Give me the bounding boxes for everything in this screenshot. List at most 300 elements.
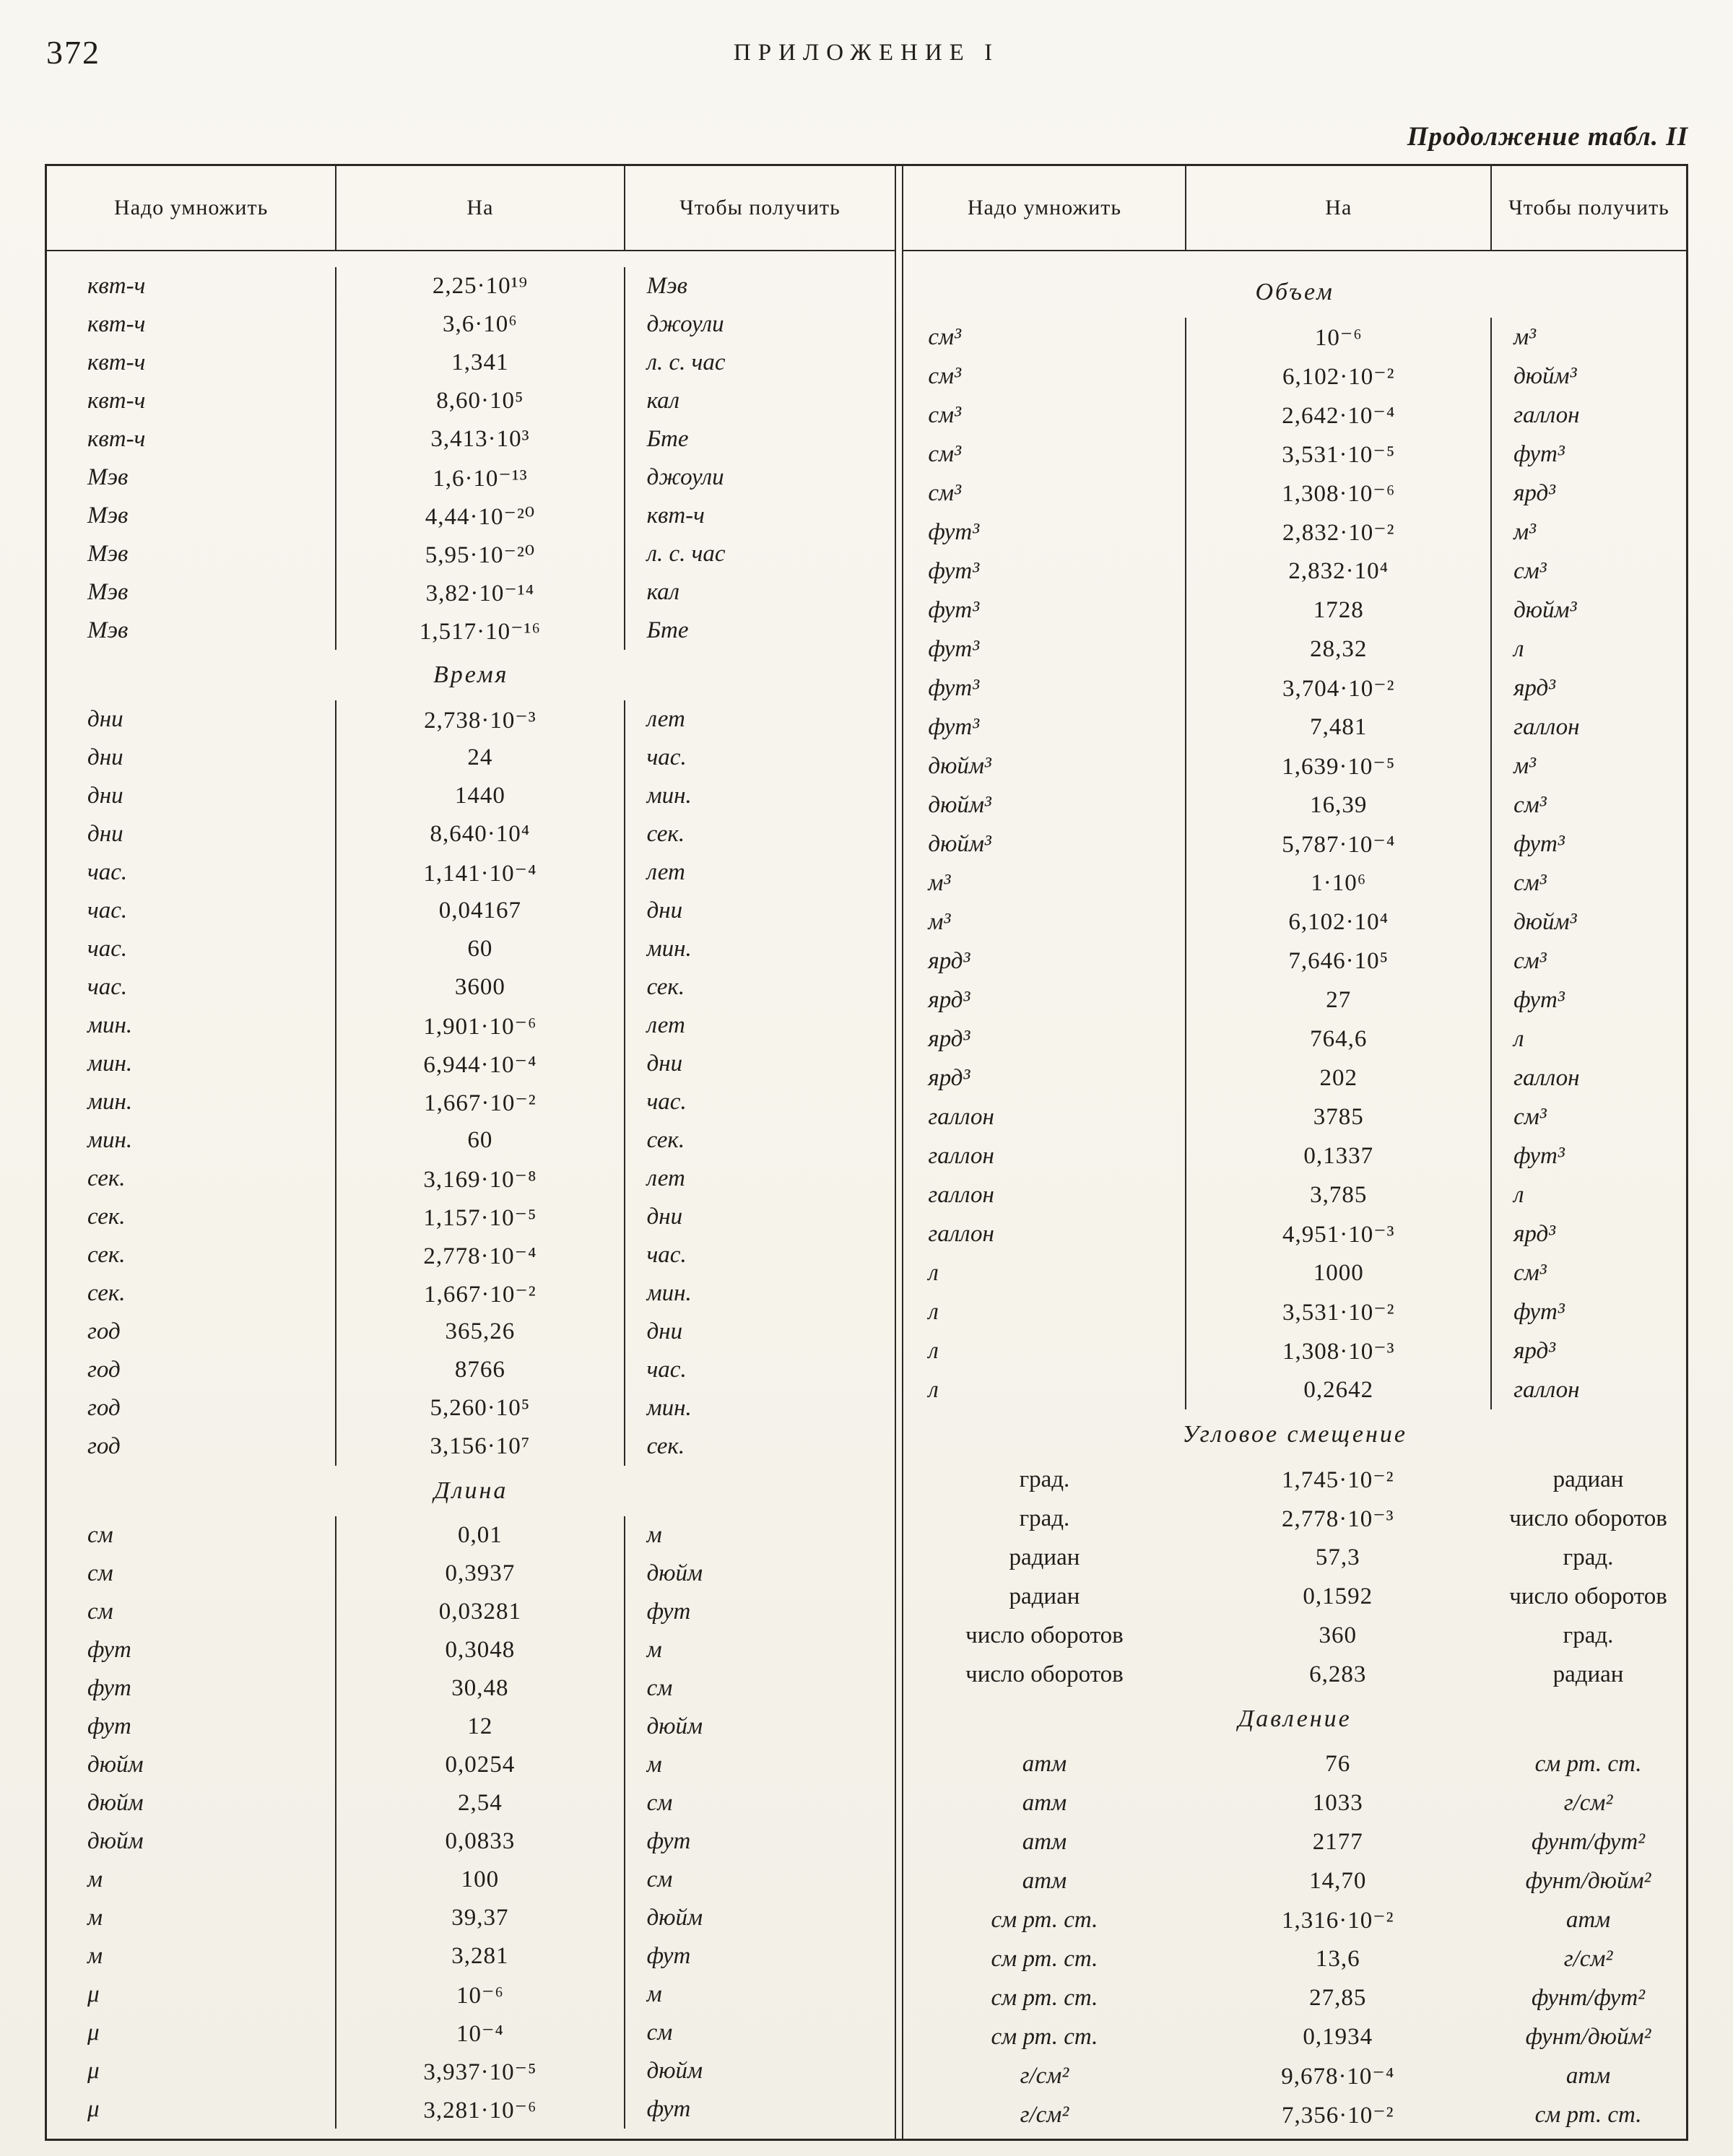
multiply-cell: мин. bbox=[87, 1089, 133, 1115]
factor-cell: 10⁻⁶ bbox=[335, 1975, 623, 2014]
table-row bbox=[47, 1593, 895, 1631]
factor-cell: 0,01 bbox=[335, 1516, 623, 1555]
result-cell: фут³ bbox=[1490, 435, 1686, 474]
result-cell: дюйм³ bbox=[1490, 591, 1686, 630]
factor-cell: 24 bbox=[335, 739, 623, 777]
multiply-cell: год bbox=[87, 1318, 121, 1344]
factor-cell: 1,667·10⁻² bbox=[335, 1274, 623, 1313]
result-cell: см³ bbox=[1490, 1097, 1686, 1136]
multiply-cell: μ bbox=[87, 2096, 100, 2122]
factor-cell: 100 bbox=[335, 1861, 623, 1899]
factor-cell: 3,6·10⁶ bbox=[335, 305, 623, 344]
factor-cell: 10⁻⁴ bbox=[335, 2014, 623, 2052]
multiply-cell: год bbox=[87, 1357, 121, 1383]
result-cell: сек. bbox=[624, 1427, 895, 1466]
table-row bbox=[47, 1708, 895, 1746]
result-cell: дюйм bbox=[624, 1899, 895, 1937]
result-cell: мин. bbox=[624, 1274, 895, 1313]
col-header-multiply: Надо умножить bbox=[114, 196, 269, 219]
factor-cell: 28,32 bbox=[1185, 630, 1490, 669]
table-row bbox=[903, 864, 1686, 903]
right-header-row bbox=[903, 166, 1686, 251]
table-row bbox=[47, 1236, 895, 1274]
table-row bbox=[903, 1292, 1686, 1331]
result-cell: мин. bbox=[624, 930, 895, 968]
result-cell: л bbox=[1490, 630, 1686, 669]
factor-cell: 2,25·10¹⁹ bbox=[335, 267, 623, 305]
factor-cell: 3,82·10⁻¹⁴ bbox=[335, 573, 623, 612]
table-row bbox=[903, 1499, 1686, 1538]
factor-cell: 0,04167 bbox=[335, 892, 623, 930]
result-cell: дни bbox=[624, 1198, 895, 1236]
table-row bbox=[903, 1097, 1686, 1136]
result-cell: число оборотов bbox=[1509, 1505, 1667, 1531]
multiply-cell: дюйм bbox=[87, 1790, 144, 1816]
factor-cell: 1,517·10⁻¹⁶ bbox=[335, 612, 623, 650]
result-cell: радиан bbox=[1552, 1466, 1624, 1492]
factor-cell: 1·10⁶ bbox=[1185, 864, 1490, 903]
table-row bbox=[47, 1822, 895, 1861]
result-cell: Мэв bbox=[624, 267, 895, 305]
multiply-cell: дни bbox=[87, 821, 123, 847]
factor-cell: 4,951·10⁻³ bbox=[1185, 1214, 1490, 1253]
multiply-cell: см³ bbox=[928, 479, 961, 506]
factor-cell: 2,738·10⁻³ bbox=[335, 700, 623, 739]
result-cell: см³ bbox=[1490, 552, 1686, 591]
multiply-cell: ярд³ bbox=[928, 986, 970, 1013]
factor-cell: 2177 bbox=[1312, 1828, 1363, 1855]
result-cell: фут bbox=[624, 2090, 895, 2129]
result-cell: л. с. час bbox=[624, 344, 895, 382]
factor-cell: 1033 bbox=[1312, 1789, 1363, 1816]
table-row bbox=[903, 1861, 1686, 1900]
multiply-cell: л bbox=[928, 1376, 939, 1403]
table-continuation: Продолжение табл. II bbox=[1407, 122, 1688, 152]
factor-cell: 2,642·10⁻⁴ bbox=[1185, 396, 1490, 435]
result-cell: см³ bbox=[1490, 864, 1686, 903]
multiply-cell: дюйм³ bbox=[928, 791, 991, 818]
col-header-multiply: Надо умножить bbox=[967, 196, 1122, 219]
table-row bbox=[903, 435, 1686, 474]
result-cell: см³ bbox=[1490, 786, 1686, 825]
factor-cell: 360 bbox=[1319, 1622, 1358, 1648]
result-cell: радиан bbox=[1552, 1661, 1624, 1687]
factor-cell: 0,1337 bbox=[1185, 1136, 1490, 1175]
factor-cell: 1,308·10⁻⁶ bbox=[1185, 474, 1490, 513]
table-row bbox=[47, 739, 895, 777]
result-cell: фут³ bbox=[1490, 1292, 1686, 1331]
table-row bbox=[47, 1274, 895, 1313]
multiply-cell: квт-ч bbox=[87, 426, 146, 452]
factor-cell: 3,937·10⁻⁵ bbox=[335, 2052, 623, 2090]
result-cell: фут³ bbox=[1490, 825, 1686, 864]
factor-cell: 6,102·10⁴ bbox=[1185, 903, 1490, 942]
result-cell: дюйм bbox=[624, 1555, 895, 1593]
factor-cell: 1,316·10⁻² bbox=[1282, 1908, 1394, 1934]
factor-cell: 1,341 bbox=[335, 344, 623, 382]
table-row bbox=[903, 1214, 1686, 1253]
multiply-cell: см рт. ст. bbox=[991, 1906, 1098, 1933]
result-cell: дни bbox=[624, 1045, 895, 1083]
result-cell: г/см² bbox=[1563, 1789, 1613, 1816]
multiply-cell: м³ bbox=[928, 908, 951, 935]
table-row bbox=[47, 1861, 895, 1899]
multiply-cell: дни bbox=[87, 706, 123, 732]
col-header-toget: Чтобы получить bbox=[624, 166, 895, 250]
table-row bbox=[903, 1616, 1686, 1655]
factor-cell: 3,413·10³ bbox=[335, 420, 623, 458]
table-row bbox=[903, 1978, 1686, 2017]
multiply-cell: число оборотов bbox=[965, 1622, 1124, 1648]
multiply-cell: фут³ bbox=[928, 713, 980, 740]
table-row bbox=[903, 1020, 1686, 1059]
factor-cell: 12 bbox=[335, 1708, 623, 1746]
table-row bbox=[903, 1175, 1686, 1214]
multiply-cell: л bbox=[928, 1259, 939, 1286]
factor-cell: 0,3937 bbox=[335, 1555, 623, 1593]
factor-cell: 365,26 bbox=[335, 1313, 623, 1351]
result-cell: см рт. ст. bbox=[1534, 1750, 1642, 1777]
factor-cell: 2,54 bbox=[335, 1784, 623, 1822]
right-table-body bbox=[903, 251, 1686, 2139]
factor-cell: 16,39 bbox=[1185, 786, 1490, 825]
table-row bbox=[47, 1045, 895, 1083]
table-left-half bbox=[47, 166, 896, 2139]
factor-cell: 3,531·10⁻⁵ bbox=[1185, 435, 1490, 474]
table-row bbox=[47, 892, 895, 930]
factor-cell: 60 bbox=[335, 930, 623, 968]
result-cell: дюйм³ bbox=[1490, 357, 1686, 396]
result-cell: дюйм bbox=[624, 2052, 895, 2090]
result-cell: фунт/фут² bbox=[1531, 1828, 1646, 1855]
result-cell: квт-ч bbox=[624, 497, 895, 535]
table-right-half bbox=[902, 166, 1686, 2139]
multiply-cell: час. bbox=[87, 897, 128, 923]
multiply-cell: фут³ bbox=[928, 635, 980, 662]
result-cell: час. bbox=[624, 739, 895, 777]
factor-cell: 76 bbox=[1325, 1750, 1351, 1777]
section-title: Объем bbox=[1255, 279, 1334, 305]
result-cell: кал bbox=[624, 382, 895, 420]
middle-double-rule-gap bbox=[896, 166, 902, 2139]
conversion-table bbox=[45, 164, 1688, 2141]
factor-cell: 27 bbox=[1185, 981, 1490, 1020]
factor-cell: 3785 bbox=[1185, 1097, 1490, 1136]
result-cell: галлон bbox=[1490, 1059, 1686, 1097]
page-number: 372 bbox=[46, 34, 100, 71]
result-cell: атм bbox=[1565, 2062, 1611, 2089]
multiply-cell: град. bbox=[1019, 1466, 1070, 1492]
result-cell: число оборотов bbox=[1509, 1583, 1667, 1609]
result-cell: лет bbox=[624, 700, 895, 739]
table-row bbox=[903, 708, 1686, 747]
factor-cell: 14,70 bbox=[1309, 1867, 1367, 1894]
result-cell: джоули bbox=[624, 458, 895, 497]
multiply-cell: м bbox=[87, 1943, 103, 1969]
multiply-cell: час. bbox=[87, 936, 128, 962]
factor-cell: 0,0254 bbox=[335, 1746, 623, 1784]
factor-cell: 0,1934 bbox=[1303, 2023, 1373, 2050]
factor-cell: 39,37 bbox=[335, 1899, 623, 1937]
table-row bbox=[903, 396, 1686, 435]
multiply-cell: фут³ bbox=[928, 674, 980, 701]
multiply-cell: галлон bbox=[928, 1142, 994, 1169]
result-cell: м³ bbox=[1490, 318, 1686, 357]
factor-cell: 5,260·10⁵ bbox=[335, 1389, 623, 1427]
factor-cell: 57,3 bbox=[1315, 1544, 1360, 1570]
table-row bbox=[47, 1313, 895, 1351]
factor-cell: 7,646·10⁵ bbox=[1185, 942, 1490, 981]
table-row bbox=[903, 357, 1686, 396]
multiply-cell: галлон bbox=[928, 1103, 994, 1130]
multiply-cell: дни bbox=[87, 783, 123, 809]
multiply-cell: μ bbox=[87, 2058, 100, 2084]
table-row bbox=[903, 1655, 1686, 1694]
multiply-cell: μ bbox=[87, 2020, 100, 2046]
table-row bbox=[47, 1555, 895, 1593]
result-cell: см рт. ст. bbox=[1534, 2101, 1642, 2128]
result-cell: ярд³ bbox=[1490, 474, 1686, 513]
table-row bbox=[47, 2052, 895, 2090]
factor-cell: 7,481 bbox=[1185, 708, 1490, 747]
factor-cell: 10⁻⁶ bbox=[1185, 318, 1490, 357]
table-row bbox=[47, 1975, 895, 2014]
multiply-cell: галлон bbox=[928, 1220, 994, 1247]
table-row bbox=[47, 420, 895, 458]
col-header-by: На bbox=[335, 166, 623, 250]
table-row bbox=[903, 1460, 1686, 1499]
multiply-cell: мин. bbox=[87, 1012, 133, 1038]
multiply-cell: дюйм³ bbox=[928, 830, 991, 857]
multiply-cell: л bbox=[928, 1337, 939, 1364]
section-title: Давление bbox=[1238, 1705, 1352, 1732]
multiply-cell: радиан bbox=[1009, 1544, 1080, 1570]
factor-cell: 3600 bbox=[335, 968, 623, 1007]
table-row bbox=[903, 1939, 1686, 1978]
col-header-toget: Чтобы получить bbox=[1490, 166, 1686, 250]
factor-cell: 1440 bbox=[335, 777, 623, 815]
result-cell: ярд³ bbox=[1490, 669, 1686, 708]
multiply-cell: м³ bbox=[928, 869, 951, 896]
left-table-body bbox=[47, 251, 895, 2139]
table-row bbox=[903, 747, 1686, 786]
multiply-cell: час. bbox=[87, 859, 128, 885]
factor-cell: 13,6 bbox=[1315, 1945, 1360, 1972]
table-row bbox=[903, 591, 1686, 630]
result-cell: сек. bbox=[624, 815, 895, 853]
table-row bbox=[903, 825, 1686, 864]
multiply-cell: град. bbox=[1019, 1505, 1070, 1531]
result-cell: ярд³ bbox=[1490, 1331, 1686, 1370]
factor-cell: 3,281 bbox=[335, 1937, 623, 1975]
table-row bbox=[47, 535, 895, 573]
factor-cell: 2,832·10⁻² bbox=[1185, 513, 1490, 552]
section-title: Длина bbox=[434, 1477, 508, 1504]
result-cell: ярд³ bbox=[1490, 1214, 1686, 1253]
result-cell: м³ bbox=[1490, 513, 1686, 552]
table-row bbox=[47, 1937, 895, 1975]
factor-cell: 8,60·10⁵ bbox=[335, 382, 623, 420]
table-row bbox=[47, 267, 895, 305]
multiply-cell: мин. bbox=[87, 1051, 133, 1077]
table-row bbox=[47, 815, 895, 853]
table-row bbox=[903, 318, 1686, 357]
table-row bbox=[903, 2095, 1686, 2134]
table-row bbox=[903, 474, 1686, 513]
table-row bbox=[903, 2017, 1686, 2056]
result-cell: сек. bbox=[624, 1121, 895, 1160]
table-row bbox=[903, 1577, 1686, 1616]
table-row bbox=[47, 777, 895, 815]
result-cell: мин. bbox=[624, 1389, 895, 1427]
result-cell: л bbox=[1490, 1020, 1686, 1059]
multiply-cell: число оборотов bbox=[965, 1661, 1124, 1687]
table-row bbox=[47, 1198, 895, 1236]
multiply-cell: фут³ bbox=[928, 518, 980, 545]
result-cell: см³ bbox=[1490, 942, 1686, 981]
table-row bbox=[47, 700, 895, 739]
factor-cell: 1,745·10⁻² bbox=[1282, 1467, 1394, 1493]
table-row bbox=[47, 1160, 895, 1198]
multiply-cell: квт-ч bbox=[87, 311, 146, 337]
running-header: ПРИЛОЖЕНИЕ I bbox=[733, 40, 1000, 66]
factor-cell: 3,704·10⁻² bbox=[1185, 669, 1490, 708]
multiply-cell: см³ bbox=[928, 440, 961, 467]
section-title: Угловое смещение bbox=[1182, 1421, 1407, 1448]
table-row bbox=[47, 1083, 895, 1121]
table-row bbox=[47, 305, 895, 344]
table-row bbox=[903, 630, 1686, 669]
multiply-cell: атм bbox=[1022, 1867, 1067, 1894]
multiply-cell: ярд³ bbox=[928, 947, 970, 974]
multiply-cell: см³ bbox=[928, 323, 961, 350]
factor-cell: 30,48 bbox=[335, 1669, 623, 1708]
result-cell: фунт/дюйм² bbox=[1525, 1867, 1651, 1894]
table-row bbox=[47, 1784, 895, 1822]
result-cell: л. с. час bbox=[624, 535, 895, 573]
table-row bbox=[47, 1007, 895, 1045]
multiply-cell: квт-ч bbox=[87, 273, 146, 299]
page-head bbox=[45, 33, 1688, 75]
factor-cell: 0,03281 bbox=[335, 1593, 623, 1631]
factor-cell: 6,944·10⁻⁴ bbox=[335, 1045, 623, 1083]
multiply-cell: квт-ч bbox=[87, 388, 146, 414]
result-cell: м bbox=[624, 1516, 895, 1555]
multiply-cell: см bbox=[87, 1599, 113, 1625]
multiply-cell: час. bbox=[87, 974, 128, 1000]
left-header-row bbox=[47, 166, 895, 251]
result-cell: лет bbox=[624, 1007, 895, 1045]
result-cell: м bbox=[624, 1975, 895, 2014]
result-cell: атм bbox=[1565, 1906, 1611, 1933]
table-row bbox=[47, 382, 895, 420]
result-cell: фунт/фут² bbox=[1531, 1984, 1646, 2011]
table-row bbox=[47, 853, 895, 892]
multiply-cell: фут³ bbox=[928, 596, 980, 623]
multiply-cell: Мэв bbox=[87, 503, 129, 529]
table-row bbox=[47, 573, 895, 612]
table-row bbox=[47, 1121, 895, 1160]
table-row bbox=[903, 1253, 1686, 1292]
result-cell: час. bbox=[624, 1351, 895, 1389]
table-row bbox=[903, 2056, 1686, 2095]
result-cell: фут³ bbox=[1490, 1136, 1686, 1175]
factor-cell: 8766 bbox=[335, 1351, 623, 1389]
result-cell: г/см² bbox=[1563, 1945, 1613, 1972]
multiply-cell: мин. bbox=[87, 1127, 133, 1153]
multiply-cell: атм bbox=[1022, 1750, 1067, 1777]
factor-cell: 1,639·10⁻⁵ bbox=[1185, 747, 1490, 786]
factor-cell: 9,678·10⁻⁴ bbox=[1281, 2064, 1395, 2090]
result-cell: дюйм³ bbox=[1490, 903, 1686, 942]
table-row bbox=[47, 2014, 895, 2052]
result-cell: дни bbox=[624, 1313, 895, 1351]
multiply-cell: сек. bbox=[87, 1165, 126, 1191]
multiply-cell: μ bbox=[87, 1981, 100, 2007]
multiply-cell: дни bbox=[87, 744, 123, 770]
factor-cell: 7,356·10⁻² bbox=[1282, 2103, 1394, 2129]
multiply-cell: галлон bbox=[928, 1181, 994, 1208]
result-cell: фут bbox=[624, 1822, 895, 1861]
multiply-cell: см bbox=[87, 1560, 113, 1586]
multiply-cell: см рт. ст. bbox=[991, 1984, 1098, 2011]
factor-cell: 2,778·10⁻⁴ bbox=[335, 1236, 623, 1274]
multiply-cell: фут bbox=[87, 1637, 131, 1663]
factor-cell: 5,787·10⁻⁴ bbox=[1185, 825, 1490, 864]
result-cell: см bbox=[624, 1784, 895, 1822]
table-row bbox=[903, 552, 1686, 591]
table-row bbox=[903, 1783, 1686, 1822]
result-cell: джоули bbox=[624, 305, 895, 344]
multiply-cell: фут bbox=[87, 1713, 131, 1739]
factor-cell: 3,531·10⁻² bbox=[1185, 1292, 1490, 1331]
multiply-cell: год bbox=[87, 1433, 121, 1459]
result-cell: Бте bbox=[624, 420, 895, 458]
result-cell: м bbox=[624, 1746, 895, 1784]
factor-cell: 27,85 bbox=[1309, 1984, 1367, 2011]
result-cell: фут bbox=[624, 1937, 895, 1975]
factor-cell: 1,157·10⁻⁵ bbox=[335, 1198, 623, 1236]
table-row bbox=[903, 1538, 1686, 1577]
result-cell: галлон bbox=[1490, 396, 1686, 435]
factor-cell: 1,141·10⁻⁴ bbox=[335, 853, 623, 892]
multiply-cell: см рт. ст. bbox=[991, 2023, 1098, 2050]
multiply-cell: квт-ч bbox=[87, 349, 146, 375]
multiply-cell: сек. bbox=[87, 1280, 126, 1306]
result-cell: кал bbox=[624, 573, 895, 612]
factor-cell: 2,832·10⁴ bbox=[1185, 552, 1490, 591]
factor-cell: 1,308·10⁻³ bbox=[1185, 1331, 1490, 1370]
factor-cell: 0,1592 bbox=[1303, 1583, 1373, 1609]
result-cell: см³ bbox=[1490, 1253, 1686, 1292]
multiply-cell: дюйм bbox=[87, 1828, 144, 1854]
multiply-cell: атм bbox=[1022, 1789, 1067, 1816]
table-row bbox=[903, 981, 1686, 1020]
table-row bbox=[903, 513, 1686, 552]
factor-cell: 3,281·10⁻⁶ bbox=[335, 2090, 623, 2129]
table-row bbox=[47, 2090, 895, 2129]
result-cell: галлон bbox=[1490, 708, 1686, 747]
factor-cell: 8,640·10⁴ bbox=[335, 815, 623, 853]
table-row bbox=[903, 903, 1686, 942]
table-row bbox=[903, 1059, 1686, 1097]
multiply-cell: год bbox=[87, 1395, 121, 1421]
multiply-cell: сек. bbox=[87, 1242, 126, 1268]
factor-cell: 60 bbox=[335, 1121, 623, 1160]
factor-cell: 1728 bbox=[1185, 591, 1490, 630]
multiply-cell: ярд³ bbox=[928, 1025, 970, 1052]
table-row bbox=[47, 497, 895, 535]
